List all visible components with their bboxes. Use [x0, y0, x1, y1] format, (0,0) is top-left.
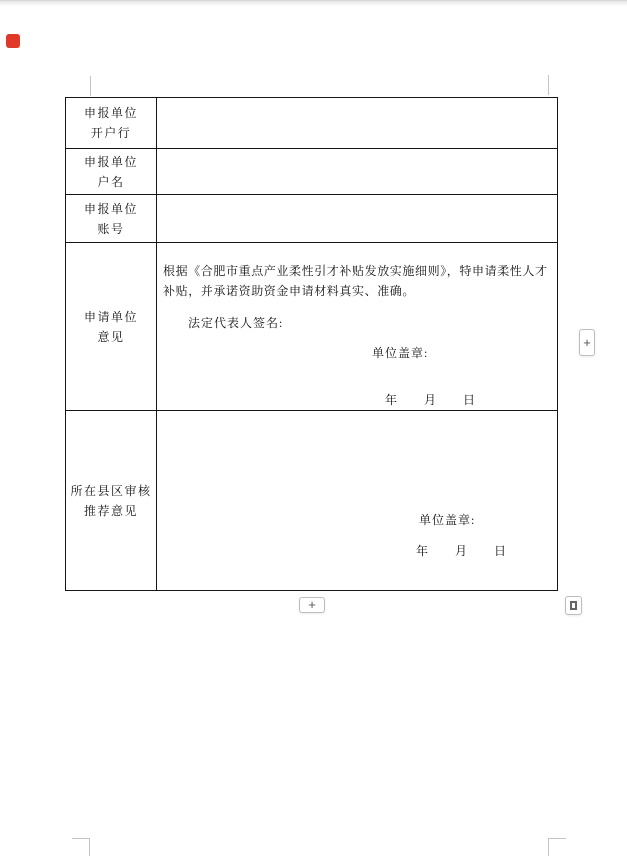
label-text: 申报单位: [83, 106, 138, 120]
input-cell-account-number[interactable]: [157, 195, 557, 242]
margin-mark-top-left: [90, 76, 91, 96]
margin-mark-bottom-right: [548, 838, 566, 856]
label-text: 账号: [97, 221, 125, 236]
add-row-button[interactable]: [299, 597, 325, 613]
table-row: [66, 98, 557, 148]
opinion-statement-line: 补贴，并承诺资助资金申请材料真实、准确。: [163, 284, 416, 298]
label-cell-county-review: [66, 411, 157, 590]
label-text: 申报单位: [83, 201, 138, 216]
input-cell-bank[interactable]: [157, 98, 557, 148]
margin-mark-bottom-left: [72, 838, 90, 856]
top-edge-shadow: [0, 0, 627, 6]
date-line: 年 月 日: [385, 393, 477, 407]
table-row: [66, 194, 557, 242]
label-text: 开户行: [90, 126, 132, 140]
table-row: [66, 242, 557, 410]
label-text: 推荐意见: [83, 503, 138, 518]
label-cell-bank: [66, 98, 157, 148]
legal-representative-signature-label: 法定代表人签名:: [188, 316, 284, 330]
red-app-icon[interactable]: [6, 34, 20, 48]
review-cell-content[interactable]: [157, 411, 557, 590]
opinion-statement-line: 根据《合肥市重点产业柔性引才补贴发放实施细则》，特申请柔性人才: [163, 264, 548, 278]
plus-icon: +: [583, 334, 591, 350]
input-cell-account-name[interactable]: [157, 149, 557, 194]
date-line: 年 月 日: [416, 544, 508, 558]
label-text: 申请单位: [83, 309, 138, 324]
application-form-table: [65, 97, 558, 591]
plus-icon: +: [308, 597, 316, 612]
resize-handle-icon: [570, 603, 577, 610]
unit-seal-label: 单位盖章:: [372, 346, 429, 360]
table-resize-handle[interactable]: [565, 596, 582, 615]
label-text: 意见: [97, 329, 125, 344]
add-column-button[interactable]: [579, 329, 595, 356]
opinion-statement: [163, 261, 555, 301]
label-cell-applicant-opinion: [66, 243, 157, 410]
unit-seal-label: 单位盖章:: [419, 513, 476, 527]
label-text: 所在县区审核: [70, 483, 152, 498]
table-row: [66, 410, 557, 590]
margin-mark-top-right: [548, 75, 549, 95]
label-text: 申报单位: [83, 154, 138, 169]
table-row: [66, 148, 557, 194]
opinion-cell-content[interactable]: [157, 243, 557, 410]
label-cell-account-number: [66, 195, 157, 242]
label-text: 户名: [97, 174, 125, 189]
label-cell-account-name: [66, 149, 157, 194]
